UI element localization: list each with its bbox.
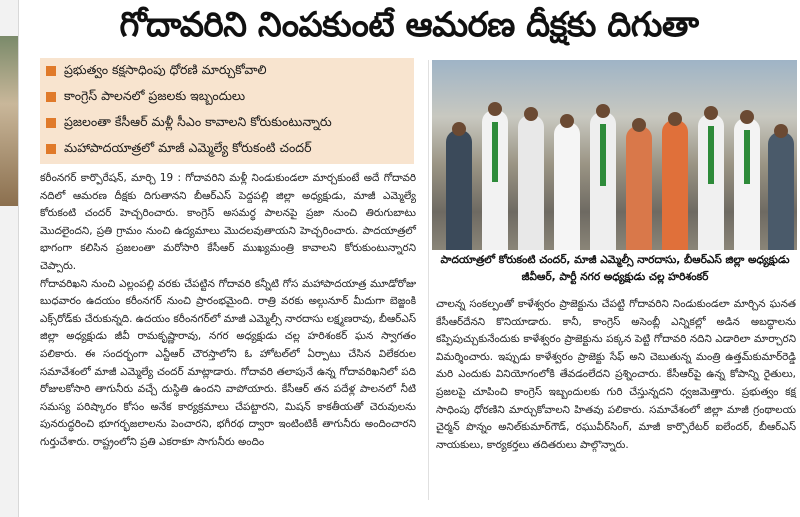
summary-point-text: మహాపాదయాత్రలో మాజీ ఎమ్మెల్యే కోరుకంటి చందర్ bbox=[64, 139, 312, 155]
party-scarf bbox=[492, 122, 498, 182]
marcher-head bbox=[452, 122, 466, 136]
summary-point-text: ప్రభుత్వం కక్షసాధింపు ధోరణి మార్చుకోవాలి bbox=[64, 61, 267, 77]
bullet-square-icon bbox=[46, 92, 56, 102]
article-body-left bbox=[40, 170, 416, 452]
marcher-head bbox=[524, 107, 538, 121]
column-divider bbox=[428, 60, 429, 500]
summary-point-text: ప్రజలంతా కేసీఆర్ మళ్లీ సీఎం కావాలని కోరుకుంటున్నారు bbox=[64, 113, 332, 129]
marcher-head bbox=[668, 112, 682, 126]
article-paragraph: చాలన్న సంకల్పంతో కాళేశ్వరం ప్రాజెక్టును చేపట్టి గోదావరిని నిండుకుండలా మార్చిన ఘనత కేసీఆర్‌దేనని కొనియాడారు. కానీ, కాంగ్రెస్ అసెంబ్లీ ఎన్నికల్లో అడిన అబద్ధాలను కప్పిపుచ్చుకునేందుకు కాళేశ్వరం ప్రాజెక్టును పక్కన పెట్టి గోదావరి నదిని ఎడారిలా మార్చారని విమర్శించారు. ఇప్పుడు కాళేశ్వరం ప్రాజెక్టు సేఫ్ అని చెబుతున్న మంత్రి ఉత్తమ్‌కుమార్‌రెడ్డి మరి ఎందుకు వినియోగంలోకి తేవడంలేదని ప్రశ్నించారు. కేసీఆర్‌పై ఉన్న కోపాన్ని రైతులు, ప్రజలపై చూపించి కాంగ్రెస్ ఇబ్బందులకు గురి చేస్తున్నదని ధ్వజమెత్తారు. ప్రభుత్వం కక్ష సాధింపు ధోరణిని మార్చుకోవాలని హితవు పలికారు. సమావేశంలో జిల్లా మాజీ గ్రంథాలయ చైర్మన్ పొన్నం అనిల్‌కుమార్‌గౌడ్, రఘువీర్‌సింగ్, మాజీ కార్పొరేటర్ ఐలేందర్, బీఆర్ఎస్ నాయకులు, కార్యకర్తలు తదితరులు పాల్గొన్నారు. bbox=[436, 298, 796, 451]
bullet-square-icon bbox=[46, 66, 56, 76]
party-scarf bbox=[600, 124, 606, 186]
marcher-head bbox=[632, 118, 646, 132]
marcher-head bbox=[560, 114, 574, 128]
summary-point-text: కాంగ్రెస్ పాలనలో ప్రజలకు ఇబ్బందులు bbox=[64, 87, 246, 103]
marcher-figure bbox=[554, 122, 580, 250]
marcher-head bbox=[704, 106, 718, 120]
marcher-figure bbox=[518, 115, 544, 250]
party-scarf bbox=[744, 130, 750, 184]
adjacent-article-photo bbox=[0, 36, 18, 206]
photo-caption: పాదయాత్రలో కోరుకంటి చందర్, మాజీ ఎమ్మెల్సీ నారదాసు, బీఆర్ఎస్ జిల్లా అధ్యక్షుడు జీవీఆర్, పార్టీ నగర అధ్యక్షుడు చల్ల హరిశంకర్ bbox=[440, 254, 790, 283]
adjacent-article-strip bbox=[0, 0, 19, 517]
article-paragraph: గోదావరిఖని నుంచి ఎల్లంపల్లి వరకు చేపట్టిన గోదావరి కన్నీటి గోస మహాపాదయాత్ర మూడోరోజు బుధవారం ఉదయం కరీంనగర్ నుంచి ప్రారంభమైంది. రాత్రి వరకు అల్గునూర్ మీదుగా బెజ్జంకి ఎక్స్‌రోడ్‌కు చేరుకున్నది. ఉదయం కరీంనగర్‌లో మాజీ ఎమ్మెల్సీ నారదాసు లక్ష్మణరావు, బీఆర్ఎస్ జిల్లా అధ్యక్షుడు జీవీ రామకృష్ణారావు, నగర అధ్యక్షుడు చల్ల హరిశంకర్ ఘన స్వాగతం పలికారు. ఈ సందర్భంగా ఎన్టీఆర్ చౌరస్తాలోని ఓ హోటల్‌లో ఏర్పాటు చేసిన విలేకరుల సమావేశంలో మాజీ ఎమ్మెల్యే చందర్ మాట్లాడారు. గోదావరి తలాపునే ఉన్న గోదావరిఖనిలో పది రోజులకోసారి తాగునీరు వచ్చే దుస్థితి ఉందని వాపోయారు. కేసీఆర్ తన పదేళ్ల పాలనలో నీటి సమస్య పరిష్కారం కోసం అనేక కార్యక్రమాలు చేపట్టారని, మిషన్ కాకతీయతో చెరువులను పునరుద్ధరించి భూగర్భజలాలను పెంచారని, భగీరథ ద్వారా ఇంటింటికీ తాగునీరు అందించారని గుర్తుచేశారు. రాష్ట్రంలోని ప్రతి ఎకరాకూ సాగునీరు అందిం bbox=[40, 277, 416, 448]
bullet-square-icon bbox=[46, 144, 56, 154]
summary-point bbox=[40, 110, 414, 136]
summary-box bbox=[40, 58, 414, 164]
article-body-right bbox=[436, 296, 796, 454]
padayatra-photo bbox=[432, 60, 797, 250]
marcher-head bbox=[774, 124, 788, 138]
marcher-head bbox=[740, 110, 754, 124]
summary-point bbox=[40, 58, 414, 84]
marcher-figure bbox=[626, 126, 652, 250]
marcher-figure bbox=[768, 132, 794, 250]
party-scarf bbox=[708, 126, 714, 184]
marcher-head bbox=[596, 104, 610, 118]
bullet-square-icon bbox=[46, 118, 56, 128]
marcher-figure bbox=[662, 120, 688, 250]
marcher-head bbox=[488, 102, 502, 116]
article-paragraph: కరీంనగర్ కార్పొరేషన్, మార్చి 19 : గోదావరిని మళ్లీ నిండుకుండలా మార్చకుంటే అదే గోదావరి నదిలో ఆమరణ దీక్షకు దిగుతానని బీఆర్ఎస్ పెద్దపల్లి జిల్లా అధ్యక్షుడు, మాజీ ఎమ్మెల్యే కోరుకంటి చందర్ హెచ్చరించారు. కాంగ్రెస్ అసమర్థ పాలనపై ప్రజా నుంచి తిరుగుబాటు మొదలైందని, ప్రతి గ్రామం నుంచి ఉద్యమాలు మొదలవుతాయని హెచ్చరించారు. పాదయాత్రలో భాగంగా కలిసిన ప్రజలంతా మరోసారి కేసీఆర్ ముఖ్యమంత్రి కావాలని కోరుకుంటున్నారని చెప్పారు. bbox=[40, 172, 416, 272]
marcher-figure bbox=[446, 130, 472, 250]
headline: గోదావరిని నింపకుంటే ఆమరణ దీక్షకు దిగుతా bbox=[119, 5, 699, 45]
summary-point bbox=[40, 84, 414, 110]
summary-point bbox=[40, 136, 414, 162]
